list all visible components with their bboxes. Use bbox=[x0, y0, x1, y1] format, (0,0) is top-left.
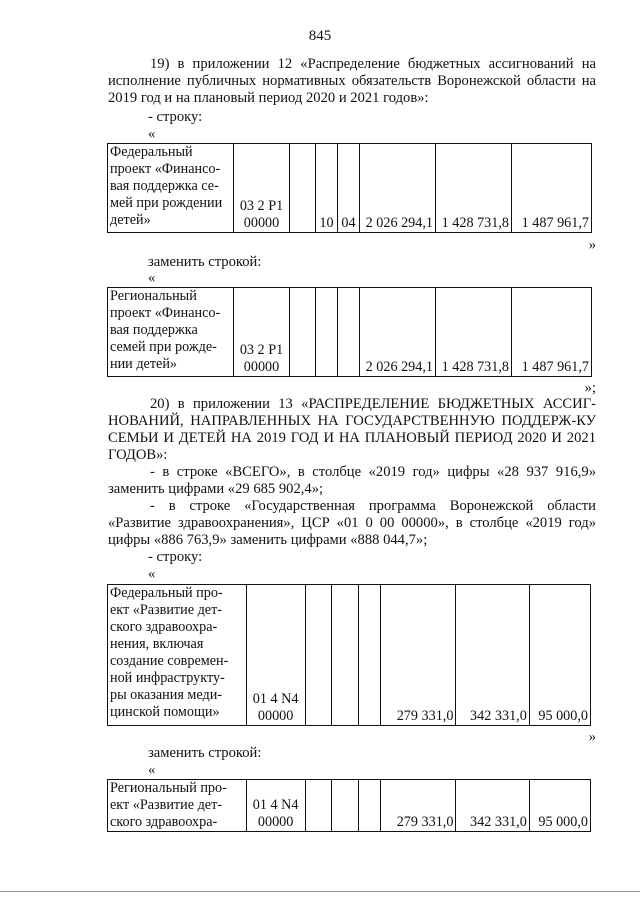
row-c4 bbox=[332, 585, 358, 726]
code-line: 00000 bbox=[257, 708, 294, 724]
row-c3 bbox=[305, 585, 331, 726]
name-line: Региональный про- bbox=[110, 780, 227, 796]
name-line: ры оказания меди- bbox=[110, 687, 223, 703]
name-line: детей» bbox=[110, 212, 151, 228]
item19-row-label: - строку: bbox=[148, 109, 203, 125]
row-subsection: 04 bbox=[338, 144, 360, 233]
item20-open-quote-2: « bbox=[148, 762, 156, 778]
name-line: вая поддержка bbox=[110, 322, 198, 338]
code-line: 01 4 N4 bbox=[252, 797, 299, 813]
name-line: Федеральный про- bbox=[110, 585, 223, 601]
name-line: вая поддержка се- bbox=[110, 178, 219, 194]
row-name bbox=[108, 585, 247, 726]
item19-open-quote-2: « bbox=[148, 270, 156, 286]
row-subsection bbox=[338, 288, 360, 377]
code-line: 03 2 Р1 bbox=[239, 342, 284, 358]
table-row bbox=[108, 780, 591, 832]
row-c3 bbox=[290, 144, 316, 233]
item20-open-quote: « bbox=[148, 566, 156, 582]
name-line: ект «Развитие дет- bbox=[110, 797, 223, 813]
name-line: Региональный bbox=[110, 288, 197, 304]
item20-bullet-2-text: - в строке «Государственная программа Воронежской области «Развитие здравоохранения», ЦСР «01 0 00 00000», в столбце «2019 год» цифры «886 763,9» заменить цифрами «888 044,7»; bbox=[108, 498, 596, 548]
row-c5 bbox=[358, 585, 380, 726]
item20-table-old bbox=[107, 584, 591, 726]
item19-table-old bbox=[107, 143, 592, 233]
page-number: 845 bbox=[308, 28, 332, 44]
row-value-2020: 1 428 731,8 bbox=[436, 144, 512, 233]
item19-open-quote: « bbox=[148, 126, 156, 142]
item20-bullet-2 bbox=[108, 498, 596, 549]
name-line: ского здравоохра- bbox=[110, 814, 218, 830]
row-name bbox=[108, 144, 234, 233]
item20-bullet-1-text: - в строке «ВСЕГО», в столбце «2019 год» цифры «28 937 916,9» заменить цифрами «29 685 902,4»; bbox=[108, 464, 596, 497]
row-value-2019: 2 026 294,1 bbox=[360, 144, 436, 233]
item20-row-label: - строку: bbox=[148, 549, 203, 565]
row-c5 bbox=[358, 780, 380, 832]
table-row bbox=[108, 288, 592, 377]
item19-close-quote: » bbox=[588, 237, 596, 253]
row-value-2019: 2 026 294,1 bbox=[360, 288, 436, 377]
code-line: 00000 bbox=[243, 359, 280, 375]
item20-table-new bbox=[107, 779, 591, 832]
row-value-2021: 95 000,0 bbox=[529, 780, 590, 832]
row-value-2021: 1 487 961,7 bbox=[512, 288, 592, 377]
code-line: 00000 bbox=[257, 814, 294, 830]
item19-intro bbox=[108, 56, 596, 107]
item20-bullet-1 bbox=[108, 464, 596, 498]
code-line: 03 2 Р1 bbox=[239, 198, 284, 214]
name-line: мей при рождении bbox=[110, 195, 223, 211]
table-row bbox=[108, 144, 592, 233]
name-line: создание современ- bbox=[110, 653, 229, 669]
row-value-2019: 279 331,0 bbox=[381, 780, 456, 832]
name-line: нии детей» bbox=[110, 356, 178, 372]
row-value-2020: 342 331,0 bbox=[456, 585, 529, 726]
name-line: семей при рожде- bbox=[110, 339, 217, 355]
name-line: проект «Финансо- bbox=[110, 305, 221, 321]
item20-intro-text: 20) в приложении 13 «РАСПРЕДЕЛЕНИЕ БЮДЖЕТНЫХ АССИГ-НОВАНИЙ, НАПРАВЛЕННЫХ НА ГОСУДАРСТВЕННУЮ ПОДДЕРЖ-КУ СЕМЬИ И ДЕТЕЙ НА 2019 ГОД И НА ПЛАНОВЫЙ ПЕРИОД 2020 И 2021 ГОДОВ»: bbox=[108, 396, 596, 463]
row-code bbox=[246, 585, 305, 726]
name-line: ект «Развитие дет- bbox=[110, 602, 223, 618]
row-value-2020: 342 331,0 bbox=[456, 780, 529, 832]
name-line: проект «Финансо- bbox=[110, 161, 221, 177]
name-line: ского здравоохра- bbox=[110, 619, 218, 635]
row-value-2021: 1 487 961,7 bbox=[512, 144, 592, 233]
item19-intro-text: 19) в приложении 12 «Распределение бюджетных ассигнований на исполнение публичных нормативных обязательств Воронежской области на 2019 год и на плановый период 2020 и 2021 годов»: bbox=[108, 56, 596, 106]
name-line: цинской помощи» bbox=[110, 704, 220, 720]
name-line: нения, включая bbox=[110, 636, 204, 652]
code-line: 00000 bbox=[243, 215, 280, 231]
code-line: 01 4 N4 bbox=[252, 691, 299, 707]
row-value-2019: 279 331,0 bbox=[381, 585, 456, 726]
row-c4 bbox=[332, 780, 358, 832]
row-value-2021: 95 000,0 bbox=[529, 585, 590, 726]
row-name bbox=[108, 780, 247, 832]
row-c3 bbox=[305, 780, 331, 832]
item20-close-quote: » bbox=[588, 729, 596, 745]
item19-close-quote-semicolon: »; bbox=[584, 380, 596, 396]
row-code bbox=[246, 780, 305, 832]
row-name bbox=[108, 288, 234, 377]
name-line: ной инфраструкту- bbox=[110, 670, 225, 686]
row-c3 bbox=[290, 288, 316, 377]
item19-replace-label: заменить строкой: bbox=[148, 254, 262, 270]
item20-replace-label: заменить строкой: bbox=[148, 745, 262, 761]
table-row bbox=[108, 585, 591, 726]
item19-table-new bbox=[107, 287, 592, 377]
row-section: 10 bbox=[316, 144, 338, 233]
item20-intro bbox=[108, 396, 596, 464]
row-value-2020: 1 428 731,8 bbox=[436, 288, 512, 377]
row-code bbox=[234, 144, 290, 233]
page-bottom-edge bbox=[0, 891, 640, 892]
row-code bbox=[234, 288, 290, 377]
row-section bbox=[316, 288, 338, 377]
name-line: Федеральный bbox=[110, 144, 193, 160]
